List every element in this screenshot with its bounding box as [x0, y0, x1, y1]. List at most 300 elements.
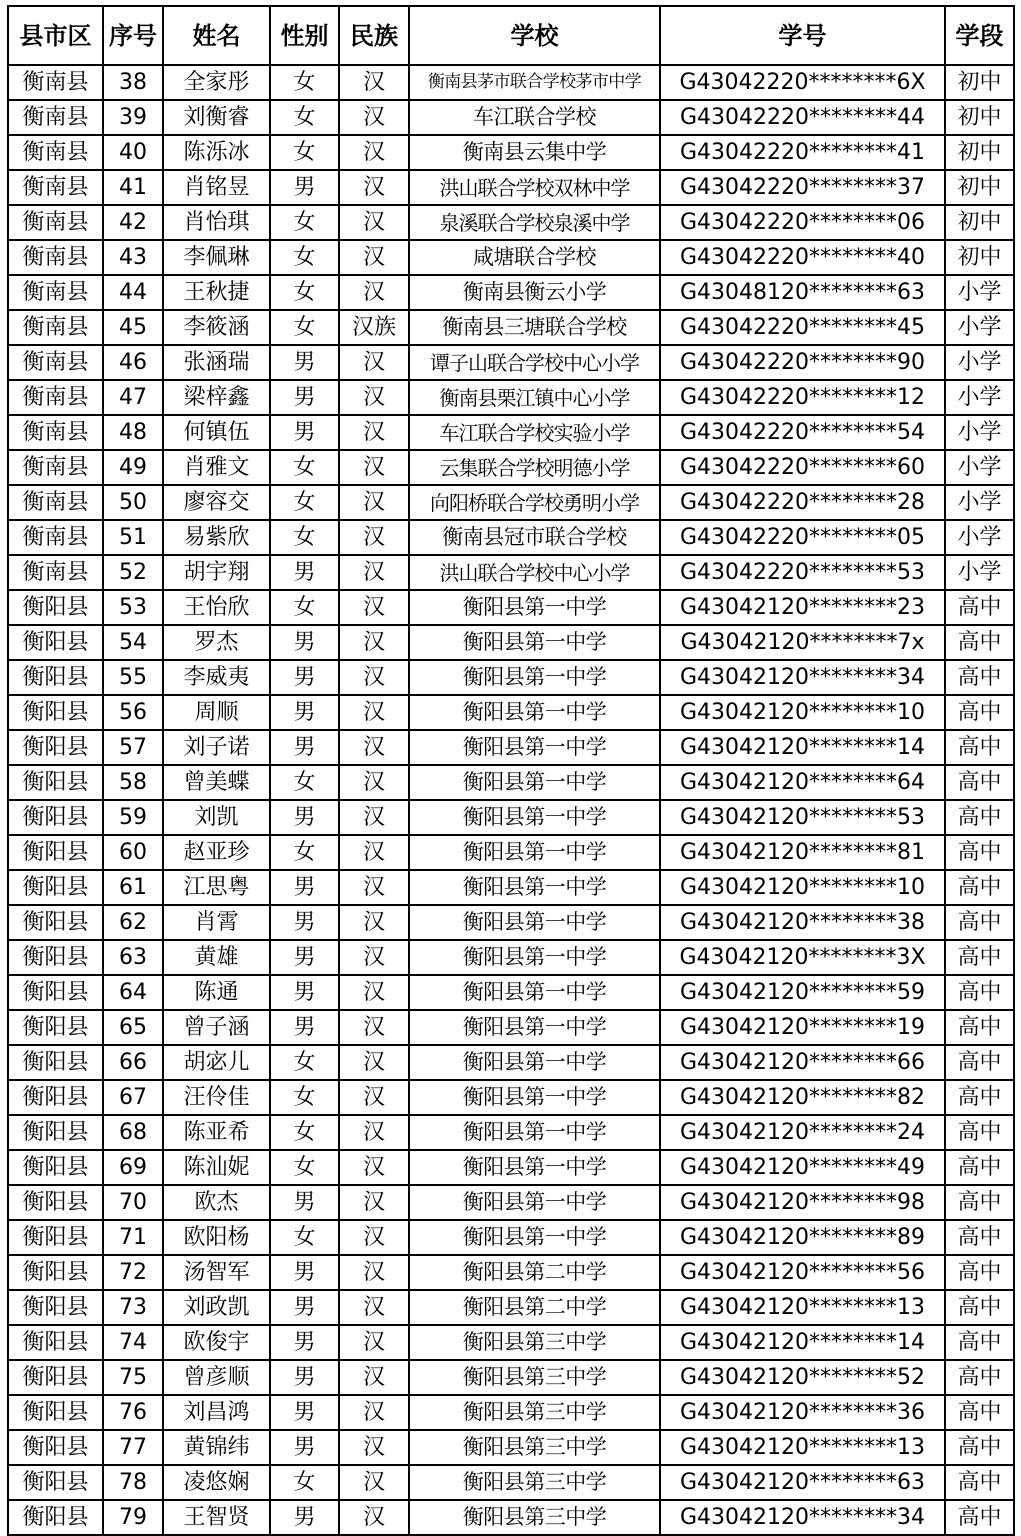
school-cell: 车江联合学校: [409, 100, 660, 135]
county-cell: 衡阳县: [8, 1465, 103, 1500]
name-cell: 曾美蝶: [163, 765, 270, 800]
name-cell: 黄雄: [163, 940, 270, 975]
school-cell: 衡阳县第一中学: [409, 1080, 660, 1115]
name-cell: 刘政凯: [163, 1290, 270, 1325]
ethnicity-cell: 汉: [339, 1465, 409, 1500]
name-cell: 刘凯: [163, 800, 270, 835]
grade-level-cell: 小学: [945, 310, 1014, 345]
ethnicity-cell: 汉: [339, 1045, 409, 1080]
table-row: [8, 1325, 1014, 1360]
ethnicity-cell: 汉: [339, 240, 409, 275]
school-cell: 衡南县茅市联合学校茅市中学: [409, 65, 660, 100]
grade-level-cell: 小学: [945, 450, 1014, 485]
table-row: [8, 1010, 1014, 1045]
grade-level-cell: 小学: [945, 555, 1014, 590]
school-cell: 衡阳县第三中学: [409, 1500, 660, 1535]
county-cell: 衡南县: [8, 345, 103, 380]
name-cell: 周顺: [163, 695, 270, 730]
number-cell: 59: [103, 800, 163, 835]
grade-level-cell: 小学: [945, 345, 1014, 380]
number-cell: 65: [103, 1010, 163, 1045]
number-cell: 47: [103, 380, 163, 415]
student-id-cell: G43042120********7x: [660, 625, 945, 660]
gender-cell: 男: [270, 555, 339, 590]
gender-cell: 男: [270, 415, 339, 450]
county-cell: 衡阳县: [8, 730, 103, 765]
school-cell: 衡阳县第一中学: [409, 1115, 660, 1150]
school-cell: 衡阳县第三中学: [409, 1360, 660, 1395]
ethnicity-cell: 汉: [339, 450, 409, 485]
table-row: [8, 345, 1014, 380]
name-cell: 何镇伍: [163, 415, 270, 450]
student-id-cell: G43042120********98: [660, 1185, 945, 1220]
gender-cell: 女: [270, 100, 339, 135]
grade-level-cell: 高中: [945, 1115, 1014, 1150]
ethnicity-cell: 汉: [339, 730, 409, 765]
student-id-cell: G43042120********59: [660, 975, 945, 1010]
county-cell: 衡阳县: [8, 835, 103, 870]
name-cell: 肖怡琪: [163, 205, 270, 240]
table-row: [8, 135, 1014, 170]
gender-cell: 男: [270, 870, 339, 905]
school-cell: 泉溪联合学校泉溪中学: [409, 205, 660, 240]
county-cell: 衡阳县: [8, 1290, 103, 1325]
number-cell: 45: [103, 310, 163, 345]
grade-level-cell: 高中: [945, 1080, 1014, 1115]
table-row: [8, 485, 1014, 520]
grade-level-cell: 初中: [945, 65, 1014, 100]
student-id-cell: G43042220********12: [660, 380, 945, 415]
ethnicity-cell: 汉: [339, 800, 409, 835]
table-row: [8, 905, 1014, 940]
number-cell: 66: [103, 1045, 163, 1080]
student-id-cell: G43042120********49: [660, 1150, 945, 1185]
table-row: [8, 1395, 1014, 1430]
student-id-cell: G43042220********53: [660, 555, 945, 590]
name-cell: 汤智军: [163, 1255, 270, 1290]
ethnicity-cell: 汉: [339, 345, 409, 380]
student-id-cell: G43042120********36: [660, 1395, 945, 1430]
grade-level-cell: 初中: [945, 240, 1014, 275]
gender-cell: 男: [270, 1290, 339, 1325]
name-cell: 李佩琳: [163, 240, 270, 275]
table-row: [8, 625, 1014, 660]
gender-cell: 男: [270, 730, 339, 765]
gender-cell: 男: [270, 1325, 339, 1360]
number-cell: 71: [103, 1220, 163, 1255]
name-cell: 刘昌鸿: [163, 1395, 270, 1430]
school-cell: 衡阳县第一中学: [409, 660, 660, 695]
ethnicity-cell: 汉: [339, 1150, 409, 1185]
ethnicity-cell: 汉: [339, 205, 409, 240]
table-row: [8, 310, 1014, 345]
number-cell: 75: [103, 1360, 163, 1395]
gender-cell: 男: [270, 975, 339, 1010]
header-grade-level: 学段: [945, 6, 1014, 65]
grade-level-cell: 高中: [945, 1500, 1014, 1535]
county-cell: 衡南县: [8, 65, 103, 100]
number-cell: 76: [103, 1395, 163, 1430]
grade-level-cell: 高中: [945, 1185, 1014, 1220]
county-cell: 衡阳县: [8, 1115, 103, 1150]
name-cell: 江思粤: [163, 870, 270, 905]
student-id-cell: G43042120********23: [660, 590, 945, 625]
ethnicity-cell: 汉: [339, 520, 409, 555]
name-cell: 陈亚希: [163, 1115, 270, 1150]
county-cell: 衡阳县: [8, 1045, 103, 1080]
student-id-cell: G43042120********10: [660, 870, 945, 905]
school-cell: 衡阳县第一中学: [409, 730, 660, 765]
student-id-cell: G43042120********14: [660, 730, 945, 765]
number-cell: 62: [103, 905, 163, 940]
grade-level-cell: 初中: [945, 100, 1014, 135]
header-number: 序号: [103, 6, 163, 65]
county-cell: 衡南县: [8, 135, 103, 170]
number-cell: 50: [103, 485, 163, 520]
county-cell: 衡南县: [8, 310, 103, 345]
school-cell: 衡阳县第三中学: [409, 1430, 660, 1465]
county-cell: 衡阳县: [8, 765, 103, 800]
student-id-cell: G43042120********34: [660, 660, 945, 695]
student-id-cell: G43042120********34: [660, 1500, 945, 1535]
table-row: [8, 205, 1014, 240]
school-cell: 咸塘联合学校: [409, 240, 660, 275]
county-cell: 衡阳县: [8, 940, 103, 975]
table-row: [8, 660, 1014, 695]
name-cell: 胡宇翔: [163, 555, 270, 590]
ethnicity-cell: 汉: [339, 1185, 409, 1220]
gender-cell: 男: [270, 1255, 339, 1290]
gender-cell: 男: [270, 345, 339, 380]
gender-cell: 女: [270, 135, 339, 170]
student-id-cell: G43042220********44: [660, 100, 945, 135]
ethnicity-cell: 汉: [339, 695, 409, 730]
ethnicity-cell: 汉: [339, 1255, 409, 1290]
student-id-cell: G43042120********24: [660, 1115, 945, 1150]
table-row: [8, 940, 1014, 975]
county-cell: 衡南县: [8, 520, 103, 555]
header-school: 学校: [409, 6, 660, 65]
school-cell: 衡南县栗江镇中心小学: [409, 380, 660, 415]
table-row: [8, 1080, 1014, 1115]
number-cell: 41: [103, 170, 163, 205]
gender-cell: 男: [270, 1010, 339, 1045]
number-cell: 42: [103, 205, 163, 240]
table-row: [8, 380, 1014, 415]
name-cell: 欧杰: [163, 1185, 270, 1220]
name-cell: 廖容交: [163, 485, 270, 520]
name-cell: 李筱涵: [163, 310, 270, 345]
name-cell: 李威夷: [163, 660, 270, 695]
table-row: [8, 170, 1014, 205]
county-cell: 衡阳县: [8, 905, 103, 940]
gender-cell: 男: [270, 170, 339, 205]
gender-cell: 男: [270, 905, 339, 940]
school-cell: 云集联合学校明德小学: [409, 450, 660, 485]
ethnicity-cell: 汉: [339, 1220, 409, 1255]
table-row: [8, 835, 1014, 870]
grade-level-cell: 小学: [945, 415, 1014, 450]
county-cell: 衡阳县: [8, 660, 103, 695]
ethnicity-cell: 汉: [339, 905, 409, 940]
ethnicity-cell: 汉: [339, 940, 409, 975]
table-row: [8, 1255, 1014, 1290]
gender-cell: 男: [270, 1360, 339, 1395]
number-cell: 61: [103, 870, 163, 905]
grade-level-cell: 高中: [945, 1045, 1014, 1080]
table-row: [8, 555, 1014, 590]
name-cell: 梁梓鑫: [163, 380, 270, 415]
student-id-cell: G43042120********81: [660, 835, 945, 870]
school-cell: 洪山联合学校双林中学: [409, 170, 660, 205]
school-cell: 衡阳县第一中学: [409, 975, 660, 1010]
school-cell: 衡阳县第一中学: [409, 1045, 660, 1080]
gender-cell: 女: [270, 275, 339, 310]
school-cell: 车江联合学校实验小学: [409, 415, 660, 450]
county-cell: 衡阳县: [8, 1395, 103, 1430]
name-cell: 欧阳杨: [163, 1220, 270, 1255]
name-cell: 王秋捷: [163, 275, 270, 310]
name-cell: 陈泺冰: [163, 135, 270, 170]
number-cell: 69: [103, 1150, 163, 1185]
gender-cell: 男: [270, 800, 339, 835]
school-cell: 衡阳县第一中学: [409, 590, 660, 625]
name-cell: 曾彦顺: [163, 1360, 270, 1395]
table-row: [8, 275, 1014, 310]
gender-cell: 女: [270, 450, 339, 485]
gender-cell: 男: [270, 1395, 339, 1430]
ethnicity-cell: 汉: [339, 590, 409, 625]
number-cell: 68: [103, 1115, 163, 1150]
header-ethnicity: 民族: [339, 6, 409, 65]
grade-level-cell: 高中: [945, 730, 1014, 765]
school-cell: 衡阳县第三中学: [409, 1395, 660, 1430]
county-cell: 衡阳县: [8, 1360, 103, 1395]
ethnicity-cell: 汉: [339, 485, 409, 520]
county-cell: 衡阳县: [8, 1150, 103, 1185]
number-cell: 51: [103, 520, 163, 555]
header-county: 县市区: [8, 6, 103, 65]
gender-cell: 女: [270, 65, 339, 100]
student-id-cell: G43042220********41: [660, 135, 945, 170]
grade-level-cell: 初中: [945, 170, 1014, 205]
ethnicity-cell: 汉: [339, 275, 409, 310]
gender-cell: 男: [270, 940, 339, 975]
school-cell: 衡阳县第三中学: [409, 1465, 660, 1500]
student-id-cell: G43042220********90: [660, 345, 945, 380]
gender-cell: 男: [270, 1185, 339, 1220]
student-id-cell: G43042120********52: [660, 1360, 945, 1395]
gender-cell: 女: [270, 1045, 339, 1080]
name-cell: 汪伶佳: [163, 1080, 270, 1115]
school-cell: 衡南县衡云小学: [409, 275, 660, 310]
name-cell: 肖雅文: [163, 450, 270, 485]
name-cell: 曾子涵: [163, 1010, 270, 1045]
county-cell: 衡南县: [8, 100, 103, 135]
ethnicity-cell: 汉: [339, 1500, 409, 1535]
name-cell: 罗杰: [163, 625, 270, 660]
county-cell: 衡阳县: [8, 590, 103, 625]
number-cell: 72: [103, 1255, 163, 1290]
county-cell: 衡南县: [8, 380, 103, 415]
county-cell: 衡阳县: [8, 1010, 103, 1045]
grade-level-cell: 高中: [945, 835, 1014, 870]
county-cell: 衡南县: [8, 205, 103, 240]
county-cell: 衡阳县: [8, 800, 103, 835]
student-id-cell: G43042220********45: [660, 310, 945, 345]
student-id-cell: G43042220********6X: [660, 65, 945, 100]
grade-level-cell: 高中: [945, 625, 1014, 660]
table-row: [8, 520, 1014, 555]
county-cell: 衡阳县: [8, 625, 103, 660]
grade-level-cell: 高中: [945, 905, 1014, 940]
county-cell: 衡阳县: [8, 870, 103, 905]
name-cell: 赵亚珍: [163, 835, 270, 870]
name-cell: 欧俊宇: [163, 1325, 270, 1360]
grade-level-cell: 高中: [945, 1290, 1014, 1325]
name-cell: 凌悠娴: [163, 1465, 270, 1500]
grade-level-cell: 高中: [945, 765, 1014, 800]
ethnicity-cell: 汉: [339, 135, 409, 170]
number-cell: 53: [103, 590, 163, 625]
county-cell: 衡南县: [8, 555, 103, 590]
name-cell: 陈通: [163, 975, 270, 1010]
ethnicity-cell: 汉: [339, 1115, 409, 1150]
name-cell: 黄锦纬: [163, 1430, 270, 1465]
grade-level-cell: 小学: [945, 275, 1014, 310]
gender-cell: 女: [270, 765, 339, 800]
gender-cell: 女: [270, 240, 339, 275]
student-id-cell: G43042120********53: [660, 800, 945, 835]
header-row: [8, 6, 1014, 65]
table-row: [8, 590, 1014, 625]
table-row: [8, 975, 1014, 1010]
table-row: [8, 1045, 1014, 1080]
number-cell: 38: [103, 65, 163, 100]
gender-cell: 女: [270, 835, 339, 870]
county-cell: 衡阳县: [8, 1325, 103, 1360]
grade-level-cell: 高中: [945, 1465, 1014, 1500]
table-row: [8, 730, 1014, 765]
student-id-cell: G43042120********14: [660, 1325, 945, 1360]
grade-level-cell: 高中: [945, 1395, 1014, 1430]
number-cell: 48: [103, 415, 163, 450]
grade-level-cell: 高中: [945, 1150, 1014, 1185]
county-cell: 衡阳县: [8, 1220, 103, 1255]
grade-level-cell: 高中: [945, 1010, 1014, 1045]
number-cell: 43: [103, 240, 163, 275]
table-row: [8, 1290, 1014, 1325]
gender-cell: 女: [270, 1465, 339, 1500]
school-cell: 衡阳县第二中学: [409, 1255, 660, 1290]
gender-cell: 男: [270, 1500, 339, 1535]
name-cell: 刘衡睿: [163, 100, 270, 135]
ethnicity-cell: 汉: [339, 415, 409, 450]
county-cell: 衡南县: [8, 240, 103, 275]
county-cell: 衡阳县: [8, 975, 103, 1010]
ethnicity-cell: 汉: [339, 1010, 409, 1045]
ethnicity-cell: 汉: [339, 660, 409, 695]
county-cell: 衡阳县: [8, 1500, 103, 1535]
student-id-cell: G43042120********82: [660, 1080, 945, 1115]
county-cell: 衡南县: [8, 170, 103, 205]
school-cell: 衡阳县第二中学: [409, 1290, 660, 1325]
gender-cell: 女: [270, 1080, 339, 1115]
grade-level-cell: 高中: [945, 1220, 1014, 1255]
student-id-cell: G43048120********63: [660, 275, 945, 310]
number-cell: 58: [103, 765, 163, 800]
school-cell: 衡阳县第一中学: [409, 765, 660, 800]
number-cell: 79: [103, 1500, 163, 1535]
gender-cell: 女: [270, 310, 339, 345]
student-id-cell: G43042220********60: [660, 450, 945, 485]
name-cell: 王怡欣: [163, 590, 270, 625]
ethnicity-cell: 汉: [339, 65, 409, 100]
county-cell: 衡阳县: [8, 695, 103, 730]
grade-level-cell: 高中: [945, 870, 1014, 905]
name-cell: 全家彤: [163, 65, 270, 100]
grade-level-cell: 高中: [945, 695, 1014, 730]
county-cell: 衡阳县: [8, 1430, 103, 1465]
name-cell: 易紫欣: [163, 520, 270, 555]
student-id-cell: G43042120********89: [660, 1220, 945, 1255]
school-cell: 洪山联合学校中心小学: [409, 555, 660, 590]
name-cell: 刘子诺: [163, 730, 270, 765]
school-cell: 衡阳县第一中学: [409, 1220, 660, 1255]
ethnicity-cell: 汉: [339, 625, 409, 660]
number-cell: 57: [103, 730, 163, 765]
grade-level-cell: 高中: [945, 590, 1014, 625]
header-student-id: 学号: [660, 6, 945, 65]
school-cell: 衡阳县第一中学: [409, 800, 660, 835]
gender-cell: 男: [270, 625, 339, 660]
table-row: [8, 1220, 1014, 1255]
school-cell: 衡阳县第三中学: [409, 1325, 660, 1360]
number-cell: 67: [103, 1080, 163, 1115]
student-id-cell: G43042120********64: [660, 765, 945, 800]
school-cell: 衡南县云集中学: [409, 135, 660, 170]
grade-level-cell: 高中: [945, 975, 1014, 1010]
school-cell: 衡阳县第一中学: [409, 1185, 660, 1220]
school-cell: 向阳桥联合学校勇明小学: [409, 485, 660, 520]
ethnicity-cell: 汉: [339, 1290, 409, 1325]
ethnicity-cell: 汉: [339, 170, 409, 205]
student-id-cell: G43042120********13: [660, 1290, 945, 1325]
ethnicity-cell: 汉: [339, 765, 409, 800]
grade-level-cell: 初中: [945, 205, 1014, 240]
number-cell: 73: [103, 1290, 163, 1325]
grade-level-cell: 小学: [945, 520, 1014, 555]
school-cell: 衡阳县第一中学: [409, 835, 660, 870]
gender-cell: 女: [270, 520, 339, 555]
gender-cell: 女: [270, 1115, 339, 1150]
number-cell: 54: [103, 625, 163, 660]
table-row: [8, 1150, 1014, 1185]
ethnicity-cell: 汉: [339, 870, 409, 905]
student-id-cell: G43042120********56: [660, 1255, 945, 1290]
county-cell: 衡南县: [8, 485, 103, 520]
number-cell: 55: [103, 660, 163, 695]
name-cell: 肖霄: [163, 905, 270, 940]
table-row: [8, 1430, 1014, 1465]
gender-cell: 女: [270, 485, 339, 520]
gender-cell: 女: [270, 1150, 339, 1185]
table-row: [8, 765, 1014, 800]
school-cell: 衡阳县第一中学: [409, 1010, 660, 1045]
number-cell: 64: [103, 975, 163, 1010]
table-row: [8, 240, 1014, 275]
grade-level-cell: 小学: [945, 485, 1014, 520]
